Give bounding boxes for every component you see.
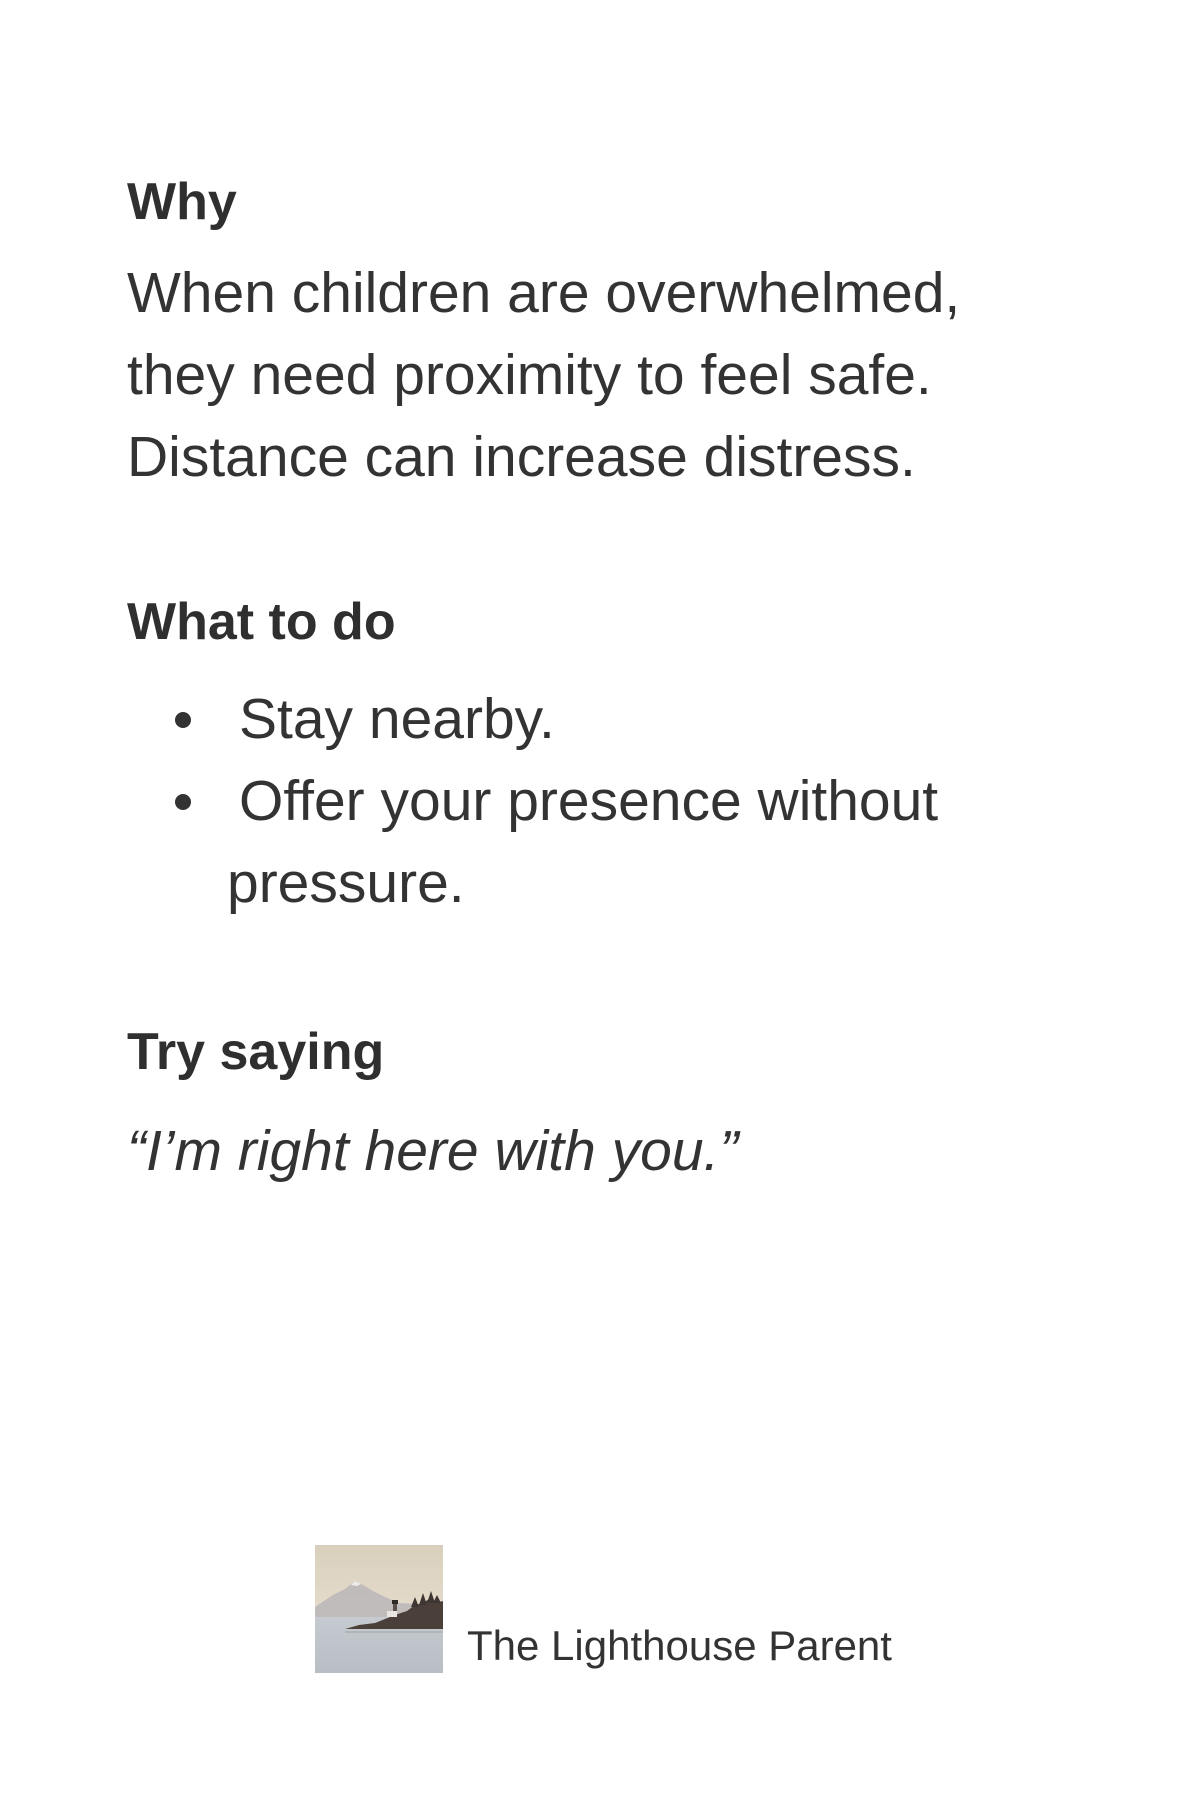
why-line: When children are overwhelmed, [127,261,961,325]
what-to-do-list [127,678,1027,924]
list-item [127,760,1027,924]
why-line: they need proximity to feel safe. [127,343,932,407]
bullet-icon [175,794,191,810]
list-item-text: Stay nearby. [239,687,555,751]
why-section [127,170,1027,498]
lighthouse-landscape-icon [315,1545,443,1673]
bullet-icon [175,712,191,728]
what-to-do-heading: What to do [127,593,396,651]
list-item [127,678,1027,760]
why-heading: Why [127,173,237,231]
try-saying-heading: Try saying [127,1023,385,1081]
list-item-text: Offer your presence without pressure. [227,769,939,915]
why-text [127,252,1027,498]
footer-branding [315,1545,892,1673]
what-to-do-section [127,590,1027,924]
try-saying-section [127,1020,1027,1192]
suggested-phrase: “I’m right here with you.” [127,1119,739,1183]
tip-card-content [127,170,1027,1192]
why-line: Distance can increase distress. [127,425,916,489]
brand-name: The Lighthouse Parent [467,1622,892,1669]
